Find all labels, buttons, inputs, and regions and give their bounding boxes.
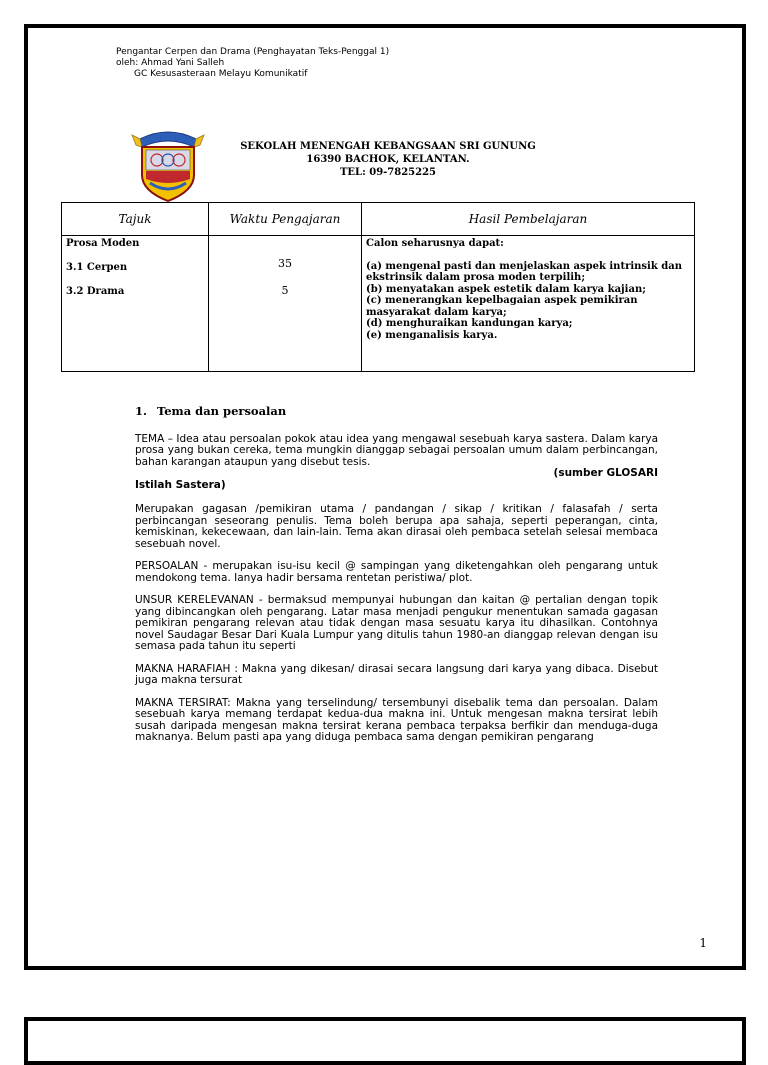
section-title: Tema dan persoalan (157, 404, 287, 418)
paragraph-gagasan: Merupakan gagasan /pemikiran utama / pandangan / sikap / kritikan / falasafah / serta perbincangan seseorang penulis. Tema boleh berupa apa sahaja, seperti peperangan, cinta, kemiskinan, kekecewaan, dan lain-lain. Tema akan dirasai oleh pembaca setelah selesai membaca sesebuah novel. (135, 503, 658, 550)
school-crest-logo (126, 121, 210, 205)
school-info (208, 140, 568, 179)
header-waktu: Waktu Pengajaran (209, 203, 362, 236)
cell-tajuk (62, 236, 209, 372)
document-header (116, 47, 389, 80)
cell-hasil (362, 236, 695, 372)
waktu-drama: 5 (281, 284, 289, 297)
paragraph-tersirat: MAKNA TERSIRAT: Makna yang terselindung/ tersembunyi disebalik tema dan persoalan. Dalam sesebuah karya memang terdapat kedua-dua makna ini. Untuk mengesan makna tersirat lebih susah daripada mengesan makna tersirat kerana pembaca terpaksa berfikir dan menduga-duga maknanya. Belum pasti apa yang diduga pembaca sama dengan pemikiran pengarang (135, 696, 658, 743)
section-heading (135, 406, 658, 418)
tajuk-prosa: Prosa Moden (66, 238, 140, 249)
hasil-c: (c) menerangkan kepelbagaian aspek pemikiran masyarakat dalam karya; (366, 295, 638, 318)
hasil-a: (a) mengenal pasti dan menjelaskan aspek intrinsik dan ekstrinsik dalam prosa moden terpilih; (366, 260, 682, 283)
hasil-d: (d) menghuraikan kandungan karya; (366, 318, 573, 329)
header-hasil: Hasil Pembelajaran (362, 203, 695, 236)
document-page (24, 24, 746, 970)
hasil-e: (e) menganalisis karya. (366, 329, 498, 341)
school-address: 16390 BACHOK, KELANTAN. (306, 154, 470, 165)
table-header-row (62, 203, 695, 236)
paragraph-tema: TEMA – Idea atau persoalan pokok atau idea yang mengawal sesebuah karya sastera. Dalam karya prosa yang bukan cereka, tema mungkin dianggap sebagai persoalan umum dalam perbincangan, bahan karangan ataupun yang disebut tesis. (135, 432, 658, 468)
school-name: SEKOLAH MENENGAH KEBANGSAAN SRI GUNUNG (240, 141, 536, 152)
school-phone: TEL: 09-7825225 (339, 167, 437, 178)
header-course: Pengantar Cerpen dan Drama (Penghayatan Teks-Penggal 1) (116, 47, 390, 57)
paragraph-unsur: UNSUR KERELEVANAN - bermaksud mempunyai hubungan dan kaitan @ pertalian dengan topik yang dibincangkan oleh pengarang. Latar masa menjadi pengukur menentukan samada gagasan pemikiran pengarang relevan atau tidak dengan masa sesuatu karya itu dihasilkan. Contohnya novel Saudagar Besar Dari Kuala Lumpur yang ditulis tahun 1980-an dianggap relevan dengan isu semasa pada tahun itu seperti (135, 594, 658, 652)
source-citation: (sumber GLOSARI (553, 467, 658, 479)
hasil-intro: Calon seharusnya dapat: (366, 238, 504, 249)
document-body (135, 406, 658, 755)
header-author: oleh: Ahmad Yani Salleh (116, 58, 225, 68)
header-tajuk: Tajuk (62, 203, 209, 236)
section-number: 1. (135, 404, 148, 418)
paragraph-harafiah: MAKNA HARAFIAH : Makna yang dikesan/ dirasai secara langsung dari karya yang dibaca. Disebut juga makna tersurat (135, 662, 658, 686)
tajuk-drama: 3.2 Drama (66, 286, 125, 297)
source-citation-cont: Istilah Sastera) (135, 478, 226, 491)
next-page-edge (24, 1017, 746, 1065)
paragraph-persoalan: PERSOALAN - merupakan isu-isu kecil @ sampingan yang diketengahkan oleh pengarang untuk mendokong tema. Ianya hadir bersama rentetan peristiwa/ plot. (135, 560, 658, 584)
hasil-b: (b) menyatakan aspek estetik dalam karya kajian; (366, 283, 646, 295)
cell-waktu (209, 236, 362, 372)
header-program: GC Kesusasteraan Melayu Komunikatif (134, 69, 308, 79)
waktu-cerpen: 35 (278, 257, 292, 270)
tajuk-cerpen: 3.1 Cerpen (66, 262, 128, 273)
table-row (62, 236, 695, 372)
page-number: 1 (699, 936, 707, 950)
syllabus-table (61, 202, 695, 372)
